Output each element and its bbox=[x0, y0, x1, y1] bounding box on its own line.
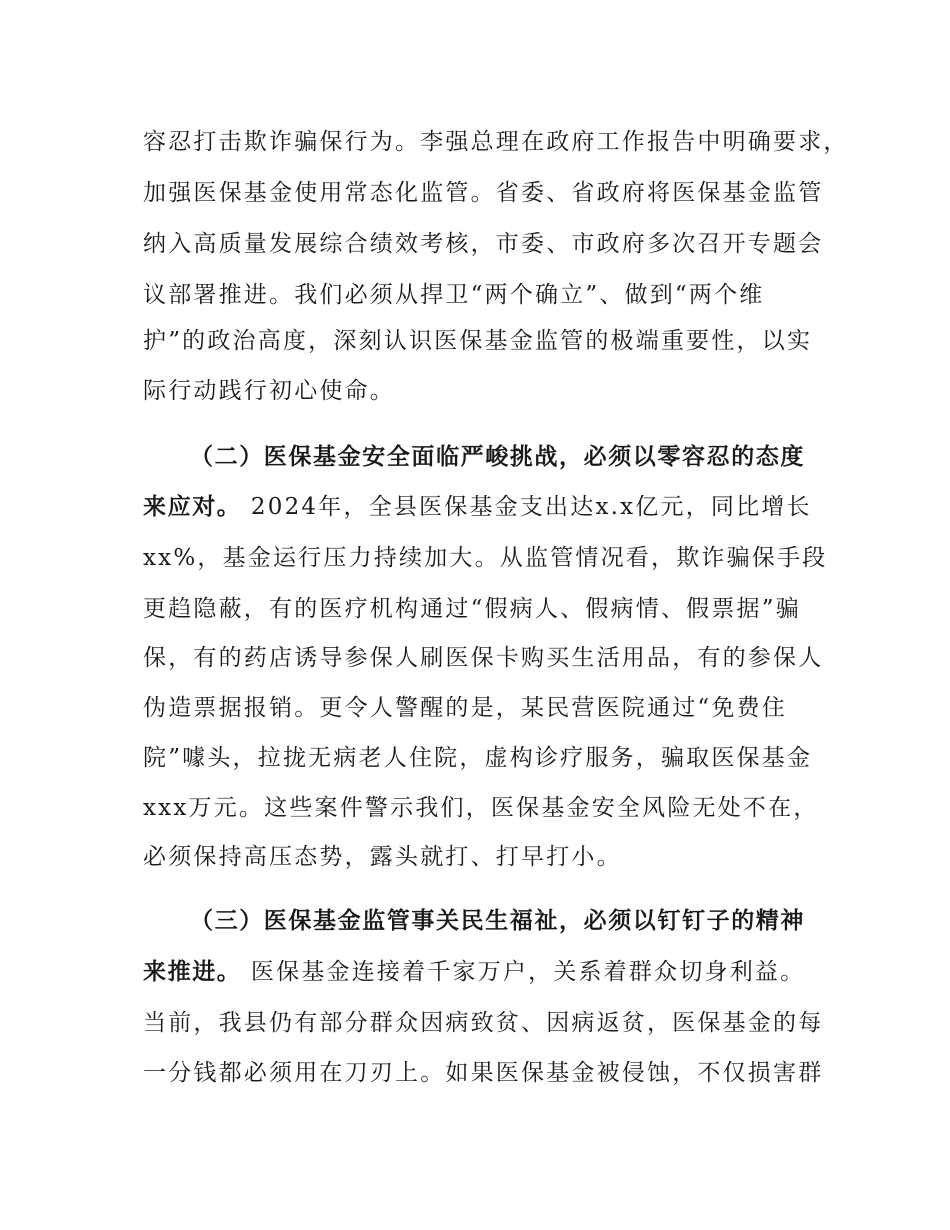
paragraph-line: 际行动践行初心使命。 bbox=[143, 378, 395, 404]
paragraph-line: 议部署推进。我们必须从捍卫“两个确立”、做到“两个维 bbox=[143, 282, 765, 308]
paragraph-text: 2024年，全县医保基金支出达x.x亿元，同比增长 bbox=[241, 494, 812, 520]
paragraph-line: 护”的政治高度，深刻认识医保基金监管的极端重要性，以实 bbox=[143, 328, 813, 354]
paragraph-line: 纳入高质量发展综合绩效考核，市委、市政府多次召开专题会 bbox=[143, 231, 824, 257]
paragraph-line: 伪造票据报销。更令人警醒的是，某民营医院通过“免费住 bbox=[143, 695, 787, 721]
section-heading-2-end: 来应对。 bbox=[143, 494, 242, 520]
paragraph-line: xxx万元。这些案件警示我们，医保基金安全风险无处不在， bbox=[143, 795, 819, 821]
paragraph-text: 医保基金连接着千家万户，关系着群众切身利益。 bbox=[241, 959, 806, 985]
paragraph-line: 更趋隐蔽，有的医疗机构通过“假病人、假病情、假票据”骗 bbox=[143, 596, 801, 622]
paragraph-line: 当前，我县仍有部分群众因病致贫、因病返贫，医保基金的每 bbox=[143, 1010, 824, 1036]
paragraph-line: 一分钱都必须用在刀刃上。如果医保基金被侵蚀，不仅损害群 bbox=[143, 1060, 824, 1086]
paragraph-line: 院”噱头，拉拢无病老人住院，虚构诊疗服务，骗取医保基金 bbox=[143, 745, 813, 771]
paragraph-line: xx%，基金运行压力持续加大。从监管情况看，欺诈骗保手段 bbox=[143, 545, 828, 571]
paragraph-line bbox=[143, 957, 805, 987]
paragraph-line bbox=[143, 492, 812, 522]
section-heading-3: （三）医保基金监管事关民生福祉，必须以钉钉子的精神 bbox=[190, 908, 805, 934]
paragraph-line: 容忍打击欺诈骗保行为。李强总理在政府工作报告中明确要求， bbox=[143, 129, 849, 155]
section-heading-3-end: 来推进。 bbox=[143, 959, 242, 985]
paragraph-line: 必须保持高压态势，露头就打、打早打小。 bbox=[143, 844, 622, 870]
paragraph-line: 保，有的药店诱导参保人刷医保卡购买生活用品，有的参保人 bbox=[143, 645, 824, 671]
paragraph-line: 加强医保基金使用常态化监管。省委、省政府将医保基金监管 bbox=[143, 180, 824, 206]
section-heading-2: （二）医保基金安全面临严峻挑战，必须以零容忍的态度 bbox=[190, 444, 805, 470]
